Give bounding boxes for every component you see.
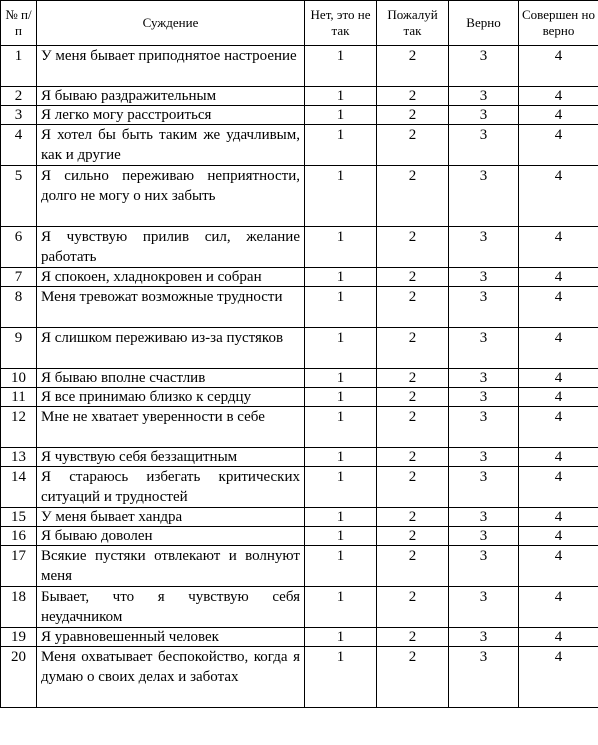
row-statement: Я спокоен, хладнокровен и собран (37, 268, 305, 287)
option-4[interactable]: 4 (519, 647, 598, 708)
option-4[interactable]: 4 (519, 227, 598, 268)
option-3[interactable]: 3 (449, 407, 519, 448)
option-2[interactable]: 2 (377, 546, 449, 587)
option-3[interactable]: 3 (449, 106, 519, 125)
header-num: № п/п (1, 1, 37, 46)
row-number: 11 (1, 388, 37, 407)
option-1[interactable]: 1 (305, 527, 377, 546)
option-4[interactable]: 4 (519, 448, 598, 467)
option-1[interactable]: 1 (305, 587, 377, 628)
option-2[interactable]: 2 (377, 508, 449, 527)
option-2[interactable]: 2 (377, 369, 449, 388)
option-4[interactable]: 4 (519, 407, 598, 448)
row-number: 14 (1, 467, 37, 508)
option-4[interactable]: 4 (519, 106, 598, 125)
row-statement: Я хотел бы быть таким же удачливым, как и другие (37, 125, 305, 166)
option-4[interactable]: 4 (519, 287, 598, 328)
row-number: 9 (1, 328, 37, 369)
row-number: 18 (1, 587, 37, 628)
option-2[interactable]: 2 (377, 268, 449, 287)
row-number: 7 (1, 268, 37, 287)
option-2[interactable]: 2 (377, 227, 449, 268)
header-option-2: Пожалуй так (377, 1, 449, 46)
option-1[interactable]: 1 (305, 125, 377, 166)
option-4[interactable]: 4 (519, 328, 598, 369)
option-3[interactable]: 3 (449, 587, 519, 628)
row-number: 15 (1, 508, 37, 527)
row-statement: Я бываю доволен (37, 527, 305, 546)
option-2[interactable]: 2 (377, 628, 449, 647)
table-row (1, 87, 598, 106)
row-statement: У меня бывает приподнятое настроение (37, 46, 305, 87)
row-statement: Я все принимаю близко к сердцу (37, 388, 305, 407)
table-row (1, 125, 598, 166)
header-option-1: Нет, это не так (305, 1, 377, 46)
option-2[interactable]: 2 (377, 587, 449, 628)
option-2[interactable]: 2 (377, 166, 449, 227)
option-4[interactable]: 4 (519, 268, 598, 287)
option-3[interactable]: 3 (449, 125, 519, 166)
option-3[interactable]: 3 (449, 546, 519, 587)
option-4[interactable]: 4 (519, 125, 598, 166)
row-statement: Я бываю вполне счастлив (37, 369, 305, 388)
option-1[interactable]: 1 (305, 166, 377, 227)
option-3[interactable]: 3 (449, 388, 519, 407)
option-1[interactable]: 1 (305, 268, 377, 287)
row-number: 2 (1, 87, 37, 106)
option-4[interactable]: 4 (519, 508, 598, 527)
option-1[interactable]: 1 (305, 328, 377, 369)
row-number: 20 (1, 647, 37, 708)
header-option-3: Верно (449, 1, 519, 46)
option-1[interactable]: 1 (305, 448, 377, 467)
option-1[interactable]: 1 (305, 467, 377, 508)
option-1[interactable]: 1 (305, 388, 377, 407)
row-number: 5 (1, 166, 37, 227)
option-1[interactable]: 1 (305, 46, 377, 87)
option-2[interactable]: 2 (377, 46, 449, 87)
table-row (1, 546, 598, 587)
option-1[interactable]: 1 (305, 508, 377, 527)
table-header-row (1, 1, 598, 46)
row-number: 10 (1, 369, 37, 388)
option-4[interactable]: 4 (519, 46, 598, 87)
option-4[interactable]: 4 (519, 388, 598, 407)
table-row (1, 508, 598, 527)
option-4[interactable]: 4 (519, 87, 598, 106)
option-1[interactable]: 1 (305, 647, 377, 708)
row-number: 12 (1, 407, 37, 448)
row-number: 19 (1, 628, 37, 647)
row-statement: Бывает, что я чувствую себя неудачником (37, 587, 305, 628)
option-2[interactable]: 2 (377, 647, 449, 708)
row-number: 1 (1, 46, 37, 87)
option-3[interactable]: 3 (449, 369, 519, 388)
option-2[interactable]: 2 (377, 87, 449, 106)
row-statement: У меня бывает хандра (37, 508, 305, 527)
row-number: 17 (1, 546, 37, 587)
option-3[interactable]: 3 (449, 328, 519, 369)
table-row (1, 388, 598, 407)
table-row (1, 227, 598, 268)
row-statement: Всякие пустяки отвлекают и волнуют меня (37, 546, 305, 587)
row-number: 16 (1, 527, 37, 546)
header-option-4: Совершен но верно (519, 1, 598, 46)
row-statement: Мне не хватает уверенности в себе (37, 407, 305, 448)
row-statement: Меня охватывает беспокойство, когда я думаю о своих делах и заботах (37, 647, 305, 708)
header-statement: Суждение (37, 1, 305, 46)
option-2[interactable]: 2 (377, 125, 449, 166)
row-statement: Я слишком переживаю из-за пустяков (37, 328, 305, 369)
option-3[interactable]: 3 (449, 46, 519, 87)
row-statement: Я уравновешенный человек (37, 628, 305, 647)
table-row (1, 268, 598, 287)
row-number: 13 (1, 448, 37, 467)
option-4[interactable]: 4 (519, 467, 598, 508)
option-2[interactable]: 2 (377, 467, 449, 508)
option-3[interactable]: 3 (449, 227, 519, 268)
table-row (1, 106, 598, 125)
option-1[interactable]: 1 (305, 87, 377, 106)
table-row (1, 369, 598, 388)
option-1[interactable]: 1 (305, 106, 377, 125)
option-2[interactable]: 2 (377, 106, 449, 125)
table-row (1, 328, 598, 369)
option-2[interactable]: 2 (377, 448, 449, 467)
option-3[interactable]: 3 (449, 268, 519, 287)
option-3[interactable]: 3 (449, 87, 519, 106)
table-row (1, 46, 598, 87)
option-3[interactable]: 3 (449, 508, 519, 527)
option-3[interactable]: 3 (449, 647, 519, 708)
row-statement: Я стараюсь избегать критических ситуаций и трудностей (37, 467, 305, 508)
row-number: 4 (1, 125, 37, 166)
option-2[interactable]: 2 (377, 287, 449, 328)
table-row (1, 448, 598, 467)
row-number: 3 (1, 106, 37, 125)
table-row (1, 527, 598, 546)
option-3[interactable]: 3 (449, 467, 519, 508)
option-4[interactable]: 4 (519, 628, 598, 647)
option-3[interactable]: 3 (449, 287, 519, 328)
option-2[interactable]: 2 (377, 527, 449, 546)
row-statement: Я легко могу расстроиться (37, 106, 305, 125)
option-4[interactable]: 4 (519, 546, 598, 587)
option-2[interactable]: 2 (377, 407, 449, 448)
option-4[interactable]: 4 (519, 166, 598, 227)
row-statement: Меня тревожат возможные трудности (37, 287, 305, 328)
option-1[interactable]: 1 (305, 407, 377, 448)
table-row (1, 407, 598, 448)
option-1[interactable]: 1 (305, 287, 377, 328)
row-statement: Я бываю раздражительным (37, 87, 305, 106)
table-row (1, 587, 598, 628)
row-number: 8 (1, 287, 37, 328)
option-1[interactable]: 1 (305, 628, 377, 647)
option-3[interactable]: 3 (449, 166, 519, 227)
row-statement: Я чувствую прилив сил, желание работать (37, 227, 305, 268)
option-4[interactable]: 4 (519, 587, 598, 628)
option-4[interactable]: 4 (519, 369, 598, 388)
row-number: 6 (1, 227, 37, 268)
table-row (1, 628, 598, 647)
option-3[interactable]: 3 (449, 628, 519, 647)
table-row (1, 647, 598, 708)
row-statement: Я сильно переживаю неприятности, долго не могу о них забыть (37, 166, 305, 227)
option-4[interactable]: 4 (519, 527, 598, 546)
table-row (1, 467, 598, 508)
table-row (1, 287, 598, 328)
row-statement: Я чувствую себя беззащитным (37, 448, 305, 467)
option-2[interactable]: 2 (377, 328, 449, 369)
table-row (1, 166, 598, 227)
option-1[interactable]: 1 (305, 369, 377, 388)
option-2[interactable]: 2 (377, 388, 449, 407)
option-1[interactable]: 1 (305, 546, 377, 587)
option-1[interactable]: 1 (305, 227, 377, 268)
option-3[interactable]: 3 (449, 448, 519, 467)
option-3[interactable]: 3 (449, 527, 519, 546)
